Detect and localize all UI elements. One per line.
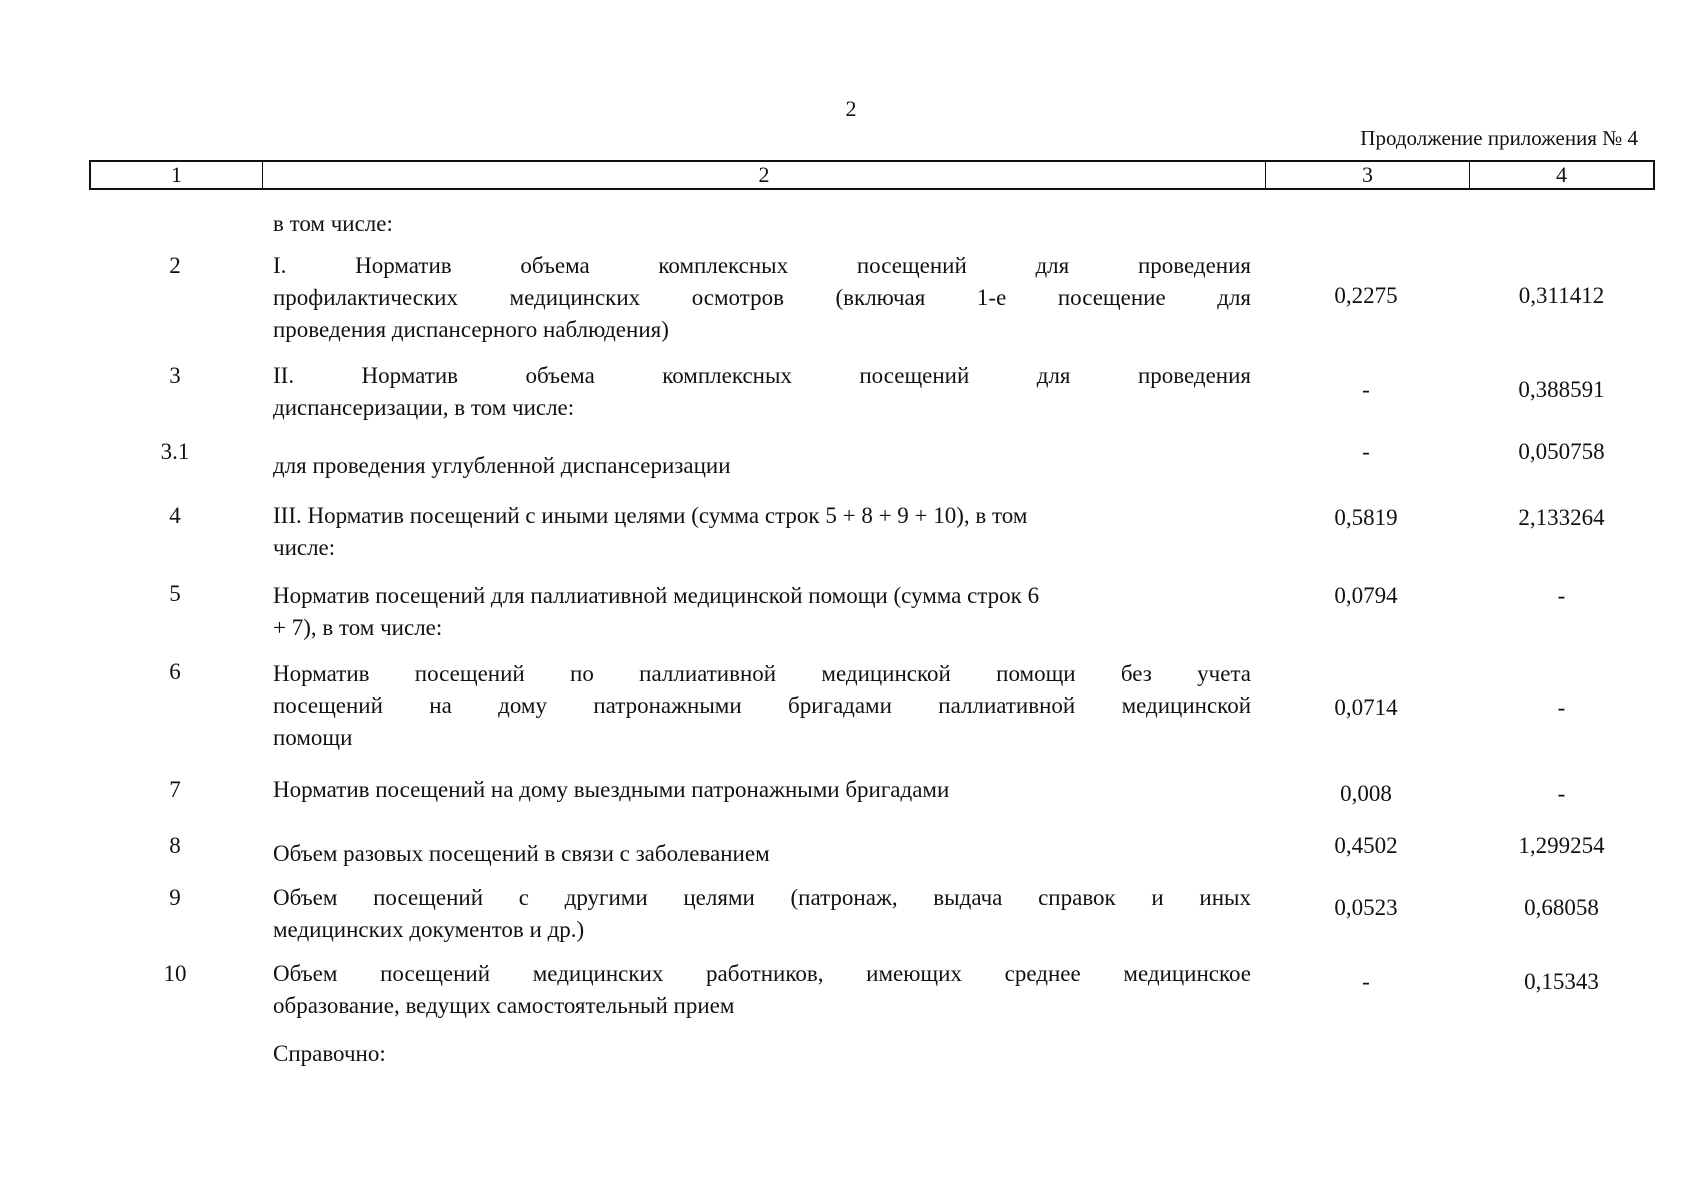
row-text [273,250,1251,346]
row-text [273,450,1251,482]
row-value-col4: - [1557,695,1566,720]
row-number: 3 [169,363,181,388]
row-text [273,774,1251,806]
row-value-col3: 0,0714 [1334,695,1398,720]
row-number: 2 [169,253,181,278]
row-text-line: Норматив посещений на дому выездными патронажными бригадами [273,777,950,802]
row-value-col3: - [1362,377,1370,402]
row-value-col4: 0,15343 [1524,969,1599,994]
table-header [89,160,1655,190]
row-value-col4: 1,299254 [1518,833,1605,858]
row-text [273,658,1251,754]
row-text-line: Норматив посещений по паллиативной медицинской помощи без учета [273,661,1251,686]
row-value-col3: 0,0523 [1334,895,1398,920]
row-number: 6 [169,659,181,684]
header-col-2: 2 [263,162,1266,188]
row-text-line: Норматив посещений для паллиативной медицинской помощи (сумма строк 6 [273,583,1040,608]
row-value-col4: - [1557,583,1566,608]
row-value-col3: 0,2275 [1334,283,1398,308]
row-value-col4: 2,133264 [1518,505,1605,530]
row-text-line: III. Норматив посещений с иными целями (сумма строк 5 + 8 + 9 + 10), в том [273,503,1028,528]
row-number: 3.1 [160,439,190,464]
page-number: 2 [845,96,857,121]
row-text-line: I. Норматив объема комплексных посещений для проведения [273,253,1251,278]
row-value-col3: 0,008 [1340,781,1392,806]
row-text-line: числе: [273,535,336,560]
row-text [273,360,1251,424]
row-text-line: Объем посещений медицинских работников, имеющих среднее медицинское [273,961,1251,986]
row-value-col3: 0,4502 [1334,833,1398,858]
row-text-line: + 7), в том числе: [273,615,443,640]
row-value-col4: 0,388591 [1518,377,1605,402]
row-value-col3: 0,5819 [1334,505,1398,530]
footer-text: Справочно: [273,1041,386,1066]
row-value-col3: - [1362,439,1370,464]
row-text-line: Объем разовых посещений в связи с заболеванием [273,841,770,866]
row-text-line: проведения диспансерного наблюдения) [273,317,669,342]
row-text-line: помощи [273,725,353,750]
row-text [273,500,1251,564]
row-text-line: II. Норматив объема комплексных посещений для проведения [273,363,1251,388]
row-number: 7 [169,777,181,802]
intro-text: в том числе: [273,211,393,236]
row-number: 10 [163,961,187,986]
row-value-col4: - [1557,781,1566,806]
row-number: 4 [169,503,181,528]
continuation-label: Продолжение приложения № 4 [1360,126,1638,150]
header-col-1: 1 [91,162,263,188]
row-value-col3: - [1362,969,1370,994]
row-text-line: для проведения углубленной диспансеризации [273,453,731,478]
row-number: 5 [169,581,181,606]
row-text [273,882,1251,946]
row-text-line: образование, ведущих самостоятельный прием [273,993,735,1018]
row-text-line: посещений на дому патронажными бригадами паллиативной медицинской [273,693,1251,718]
row-text-line: Объем посещений с другими целями (патронаж, выдача справок и иных [273,885,1251,910]
row-value-col4: 0,311412 [1518,283,1605,308]
row-number: 8 [169,833,181,858]
row-text [273,838,1251,870]
row-text-line: диспансеризации, в том числе: [273,395,575,420]
row-text [273,580,1251,644]
row-text [273,958,1251,1022]
header-col-3: 3 [1266,162,1470,188]
row-text-line: профилактических медицинских осмотров (включая 1-е посещение для [273,285,1251,310]
row-value-col4: 0,050758 [1518,439,1605,464]
row-value-col4: 0,68058 [1524,895,1599,920]
header-col-4: 4 [1556,162,1567,187]
row-number: 9 [169,885,181,910]
row-text-line: медицинских документов и др.) [273,917,585,942]
row-value-col3: 0,0794 [1334,583,1398,608]
